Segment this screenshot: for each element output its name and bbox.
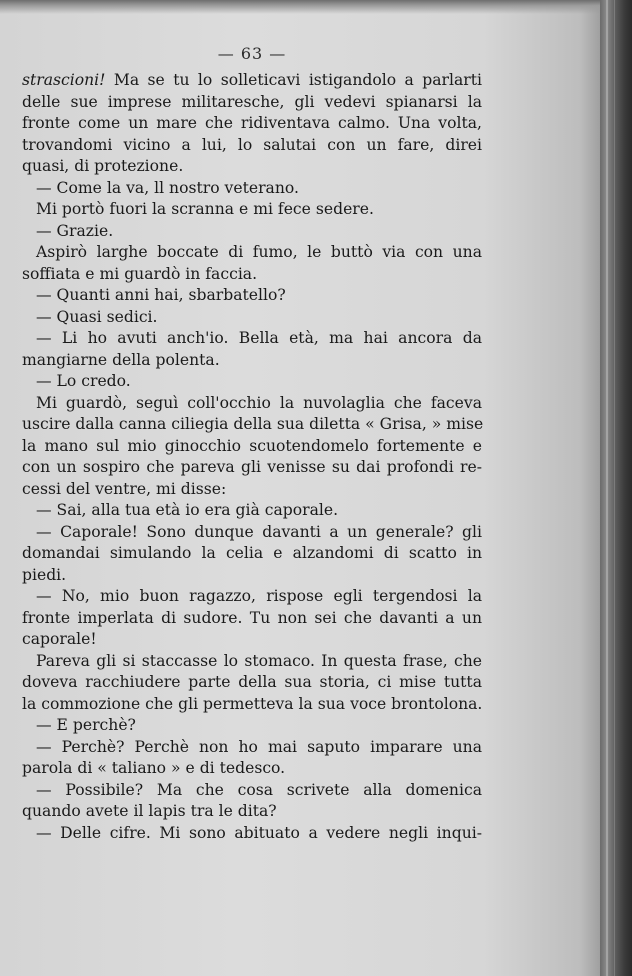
- text-line: [22, 285, 482, 307]
- text-line: [22, 758, 482, 780]
- line-text: — Possibile? Ma che cosa scrivete alla domenica: [36, 780, 482, 799]
- line-text: — Sai, alla tua età io era già caporale.: [36, 501, 339, 519]
- text-line: [22, 479, 482, 501]
- text-line: [22, 307, 482, 329]
- line-text: delle sue imprese militaresche, gli vedevi spianarsi la: [22, 92, 482, 111]
- text-line: [22, 629, 482, 651]
- line-text: piedi.: [22, 565, 67, 584]
- line-text: quando avete il lapis tra le dita?: [22, 802, 277, 820]
- line-text: uscire dalla canna ciliegia della sua diletta « Grisa, » mise: [22, 415, 484, 433]
- line-text: Ma se tu lo solleticavi istigandolo a parlarti: [105, 71, 482, 89]
- line-text: domandai simulando la celia e alzandomi di scatto in: [22, 544, 482, 562]
- book-spine-edge: [600, 0, 632, 976]
- text-line: [22, 651, 482, 673]
- text-line: [22, 672, 482, 694]
- line-text: — Quasi sedici.: [36, 307, 158, 326]
- line-text: caporale!: [22, 630, 97, 648]
- text-line: [22, 264, 482, 286]
- text-line: [22, 500, 482, 522]
- line-text: la mano sul mio ginocchio scuotendomelo fortemente e: [22, 436, 482, 455]
- text-line: [22, 565, 482, 587]
- italic-word: strascioni!: [22, 71, 106, 89]
- text-line: [22, 371, 482, 393]
- text-line: [22, 113, 482, 135]
- line-text: la commozione che gli permetteva la sua voce brontolona.: [22, 694, 483, 713]
- text-line: [22, 328, 482, 350]
- line-text: quasi, di protezione.: [22, 157, 184, 175]
- line-text: cessi del ventre, mi disse:: [22, 479, 227, 498]
- text-line: [22, 457, 482, 479]
- line-text: — Li ho avuti anch'io. Bella età, ma hai ancora da: [36, 329, 482, 347]
- page-number: — 63 —: [217, 44, 287, 63]
- text-line: [22, 780, 482, 802]
- line-text: Aspirò larghe boccate di fumo, le buttò via con una: [36, 243, 482, 261]
- line-text: — Quanti anni hai, sbarbatello?: [36, 286, 286, 304]
- line-text: — Come la va, ll nostro veterano.: [36, 178, 299, 197]
- text-line: [22, 92, 482, 114]
- text-line: [22, 436, 482, 458]
- line-text: mangiarne della polenta.: [22, 350, 220, 369]
- line-text: con un sospiro che pareva gli venisse su dai profondi re-: [22, 458, 482, 476]
- line-text: Mi guardò, seguì coll'occhio la nuvolaglia che faceva: [36, 393, 482, 412]
- text-line: [22, 221, 482, 243]
- line-text: fronte come un mare che ridiventava calmo. Una volta,: [22, 114, 482, 132]
- text-line: [22, 694, 482, 716]
- line-text: — No, mio buon ragazzo, rispose egli tergendosi la: [36, 587, 482, 605]
- text-line: [22, 178, 482, 200]
- line-text: doveva racchiudere parte della sua storia, ci mise tutta: [22, 673, 482, 691]
- line-text: soffiata e mi guardò in faccia.: [22, 264, 258, 283]
- text-line: [22, 522, 482, 544]
- line-text: — Perchè? Perchè non ho mai saputo imparare una: [36, 737, 482, 756]
- line-text: trovandomi vicino a lui, lo salutai con un fare, direi: [22, 135, 482, 154]
- text-line: [22, 414, 482, 436]
- text-line: [22, 70, 482, 92]
- text-line: [22, 586, 482, 608]
- line-text: — Lo credo.: [36, 372, 131, 390]
- line-text: Mi portò fuori la scranna e mi fece sedere.: [36, 200, 374, 218]
- text-line: [22, 242, 482, 264]
- line-text: — Grazie.: [36, 221, 114, 240]
- text-line: [22, 393, 482, 415]
- text-line: [22, 608, 482, 630]
- line-text: parola di « taliano » e di tedesco.: [22, 759, 286, 777]
- text-line: [22, 199, 482, 221]
- text-line: [22, 823, 482, 845]
- line-text: fronte imperlata di sudore. Tu non sei che davanti a un: [22, 608, 482, 627]
- body-text: [22, 70, 482, 844]
- line-text: Pareva gli si staccasse lo stomaco. In questa frase, che: [36, 651, 482, 670]
- line-text: — Caporale! Sono dunque davanti a un generale? gli: [36, 522, 482, 541]
- text-line: [22, 156, 482, 178]
- text-line: [22, 715, 482, 737]
- text-line: [22, 135, 482, 157]
- text-line: [22, 350, 482, 372]
- text-line: [22, 737, 482, 759]
- line-text: — Delle cifre. Mi sono abituato a vedere negli inqui-: [36, 823, 482, 842]
- line-text: — E perchè?: [36, 716, 136, 734]
- text-line: [22, 801, 482, 823]
- text-line: [22, 543, 482, 565]
